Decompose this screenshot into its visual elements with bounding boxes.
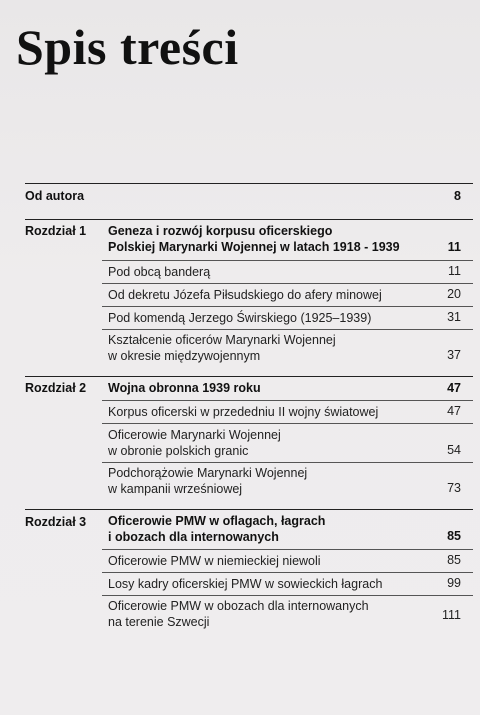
toc-item: Losy kadry oficerskiej PMW w sowieckich łagrach [108,577,383,591]
chapter-title: Geneza i rozwój korpusu oficerskiego Polskiej Marynarki Wojennej w latach 1918 - 1939 [108,224,400,254]
toc-item: Korpus oficerski w przededniu II wojny światowej [108,405,379,419]
toc-item-page: 73 [447,481,461,495]
chapter-label: Rozdział 1 [25,224,87,238]
divider [25,219,473,220]
divider [25,509,473,510]
divider [102,549,473,550]
toc-item-page: 99 [447,576,461,590]
entry-label: Od autora [25,189,85,203]
toc-item-page: 54 [447,443,461,457]
chapter-page: 85 [447,529,461,543]
chapter-label: Rozdział 3 [25,515,87,529]
chapter-page: 47 [447,381,461,395]
chapter-page: 11 [447,240,461,254]
toc-item-page: 31 [447,310,461,324]
toc-item-page: 37 [447,348,461,362]
toc-item: Pod komendą Jerzego Świrskiego (1925–1939) [108,311,372,325]
entry-page: 8 [454,189,461,203]
divider [102,462,473,463]
toc-item: Od dekretu Józefa Piłsudskiego do afery minowej [108,288,382,302]
toc-item: Oficerowie PMW w obozach dla internowanych na terenie Szwecji [108,599,369,629]
toc-item-page: 11 [448,264,461,278]
divider [102,306,473,307]
divider [102,400,473,401]
divider [102,283,473,284]
toc-item-page: 20 [447,287,461,301]
toc-item: Podchorążowie Marynarki Wojennej w kampanii wrześniowej [108,466,308,496]
toc-item-page: 111 [441,608,461,622]
toc-item: Oficerowie Marynarki Wojennej w obronie polskich granic [108,428,281,458]
divider [25,183,473,184]
divider [25,376,473,377]
toc-item: Kształcenie oficerów Marynarki Wojennej w okresie międzywojennym [108,333,336,363]
chapter-label: Rozdział 2 [25,381,87,395]
chapter-title: Wojna obronna 1939 roku [108,381,261,395]
chapter-title: Oficerowie PMW w oflagach, łagrach i obozach dla internowanych [108,514,326,544]
divider [102,595,473,596]
divider [102,260,473,261]
toc-item: Pod obcą banderą [108,265,211,279]
divider [102,572,473,573]
toc-item: Oficerowie PMW w niemieckiej niewoli [108,554,321,568]
toc-item-page: 85 [447,553,461,567]
page-title: Spis treści [16,19,239,75]
toc-item-page: 47 [447,404,461,418]
divider [102,329,473,330]
divider [102,423,473,424]
